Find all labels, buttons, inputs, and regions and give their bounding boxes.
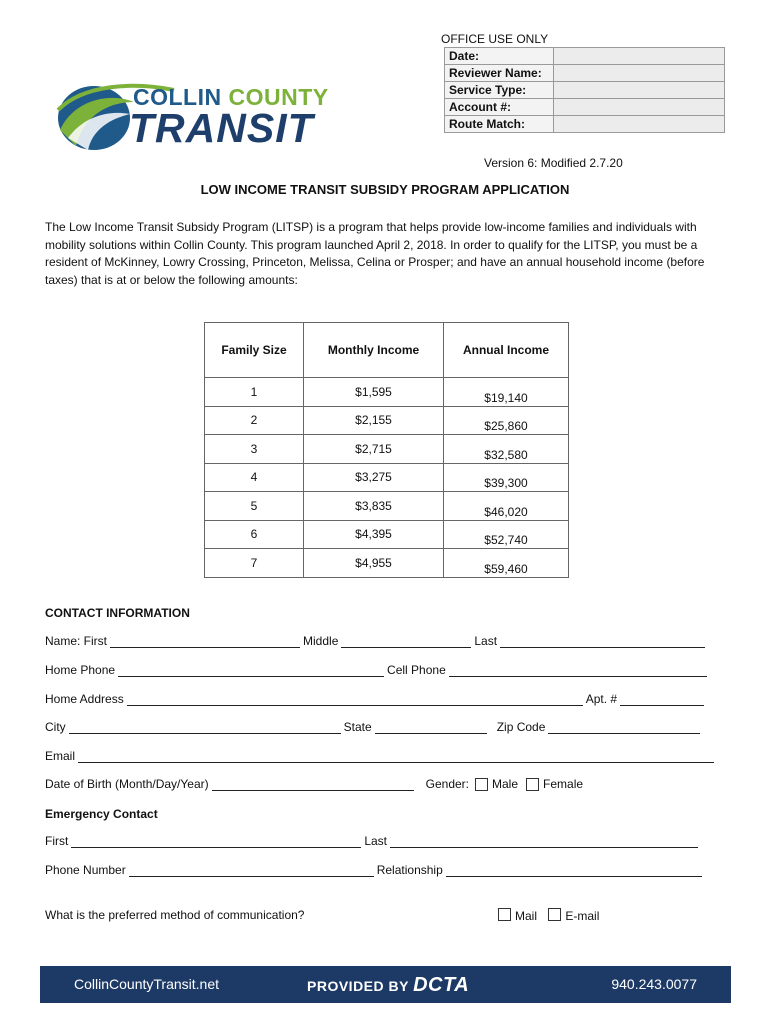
first-name-label: Name: First [45, 634, 108, 648]
office-account-label: Account #: [445, 99, 554, 116]
phone-row [45, 663, 721, 677]
emergency-first-label: First [45, 834, 69, 848]
email-row [45, 749, 721, 763]
logo-text-collin-county: COLLIN COUNTY [133, 84, 329, 110]
document-title: LOW INCOME TRANSIT SUBSIDY PROGRAM APPLICATION [200, 182, 570, 197]
monthly-income-cell: $3,835 [304, 492, 444, 521]
cell-phone-field[interactable] [449, 664, 707, 677]
dob-label: Date of Birth (Month/Day/Year) [45, 777, 209, 791]
monthly-income-cell: $2,715 [304, 435, 444, 464]
office-use-title: OFFICE USE ONLY [441, 32, 549, 46]
family-size-cell: 4 [205, 463, 304, 492]
emergency-last-field[interactable] [390, 835, 698, 848]
home-address-label: Home Address [45, 692, 124, 706]
office-reviewer-label: Reviewer Name: [445, 65, 554, 82]
relationship-label: Relationship [376, 863, 443, 877]
zip-label: Zip Code [496, 720, 546, 734]
footer-banner [40, 966, 731, 1003]
female-checkbox[interactable] [526, 778, 539, 791]
family-size-cell: 5 [205, 492, 304, 521]
annual-income-cell: $19,140 [444, 378, 569, 407]
middle-name-field[interactable] [341, 635, 471, 648]
cell-phone-label: Cell Phone [387, 663, 446, 677]
logo-text-transit: TRANSIT [129, 105, 314, 151]
email-option-label: E-mail [565, 909, 600, 923]
office-service-label: Service Type: [445, 82, 554, 99]
contact-info-heading: CONTACT INFORMATION [45, 606, 190, 620]
mail-checkbox[interactable] [498, 908, 511, 921]
email-label: Email [45, 749, 76, 763]
male-label: Male [492, 777, 519, 791]
intro-paragraph: The Low Income Transit Subsidy Program (LITSP) is a program that helps provide low-income families and individuals with mobility solutions within Collin County. This program launched April 2, 2018. In order to qualify for the LITSP, you must be a resident of McKinney, Lowry Crossing, Princeton, Melissa, Celina or Prosper; and have an annual household income (before taxes) that is at or below the following amounts: [45, 220, 705, 287]
table-row [205, 492, 569, 521]
office-route-field[interactable] [554, 116, 725, 133]
office-reviewer-field[interactable] [554, 65, 725, 82]
zip-field[interactable] [548, 721, 700, 734]
dob-field[interactable] [212, 778, 414, 791]
email-checkbox[interactable] [548, 908, 561, 921]
annual-income-cell: $32,580 [444, 435, 569, 464]
home-phone-label: Home Phone [45, 663, 116, 677]
annual-income-cell: $59,460 [444, 549, 569, 578]
header-monthly-income: Monthly Income [304, 323, 444, 378]
family-size-cell: 2 [205, 406, 304, 435]
office-date-label: Date: [445, 48, 554, 65]
table-row [205, 406, 569, 435]
state-field[interactable] [375, 721, 487, 734]
male-checkbox[interactable] [475, 778, 488, 791]
mail-label: Mail [515, 909, 538, 923]
family-size-cell: 3 [205, 435, 304, 464]
office-account-field[interactable] [554, 99, 725, 116]
family-size-cell: 7 [205, 549, 304, 578]
annual-income-cell: $46,020 [444, 492, 569, 521]
header-annual-income: Annual Income [444, 323, 569, 378]
preferred-method-options [498, 908, 599, 923]
office-route-label: Route Match: [445, 116, 554, 133]
table-row [205, 378, 569, 407]
office-use-table [444, 47, 725, 133]
email-field[interactable] [78, 750, 714, 763]
emergency-contact-heading: Emergency Contact [45, 807, 158, 821]
office-service-field[interactable] [554, 82, 725, 99]
dob-gender-row [45, 777, 721, 791]
table-row [205, 463, 569, 492]
city-field[interactable] [69, 721, 341, 734]
name-row [45, 634, 721, 648]
emergency-phone-row [45, 863, 721, 877]
female-label: Female [543, 777, 584, 791]
annual-income-cell: $25,860 [444, 406, 569, 435]
monthly-income-cell: $4,955 [304, 549, 444, 578]
first-name-field[interactable] [110, 635, 300, 648]
apt-field[interactable] [620, 693, 704, 706]
footer-website: CollinCountyTransit.net [74, 976, 219, 992]
emergency-phone-label: Phone Number [45, 863, 126, 877]
address-row [45, 692, 721, 706]
emergency-phone-field[interactable] [129, 864, 374, 877]
annual-income-cell: $52,740 [444, 520, 569, 549]
version-label: Version 6: Modified 2.7.20 [484, 156, 623, 170]
office-date-field[interactable] [554, 48, 725, 65]
table-row [205, 520, 569, 549]
relationship-field[interactable] [446, 864, 702, 877]
dcta-logo-text: DCTA [413, 974, 470, 996]
monthly-income-cell: $1,595 [304, 378, 444, 407]
emergency-first-field[interactable] [71, 835, 361, 848]
footer-provided-by: PROVIDED BY DCTA [307, 974, 470, 996]
gender-label: Gender: [425, 777, 469, 791]
city-row [45, 720, 721, 734]
preferred-method-question: What is the preferred method of communication? [45, 908, 305, 922]
monthly-income-cell: $2,155 [304, 406, 444, 435]
middle-name-label: Middle [303, 634, 339, 648]
last-name-label: Last [474, 634, 498, 648]
header-family-size: Family Size [205, 323, 304, 378]
emergency-last-label: Last [364, 834, 388, 848]
monthly-income-cell: $4,395 [304, 520, 444, 549]
family-size-cell: 1 [205, 378, 304, 407]
family-size-cell: 6 [205, 520, 304, 549]
apt-label: Apt. # [585, 692, 618, 706]
table-row [205, 549, 569, 578]
home-address-field[interactable] [127, 693, 583, 706]
emergency-name-row [45, 834, 721, 848]
income-table [204, 322, 569, 578]
state-label: State [343, 720, 372, 734]
annual-income-cell: $39,300 [444, 463, 569, 492]
table-row [205, 435, 569, 464]
city-label: City [45, 720, 66, 734]
home-phone-field[interactable] [118, 664, 384, 677]
last-name-field[interactable] [500, 635, 705, 648]
footer-phone: 940.243.0077 [611, 976, 697, 992]
monthly-income-cell: $3,275 [304, 463, 444, 492]
